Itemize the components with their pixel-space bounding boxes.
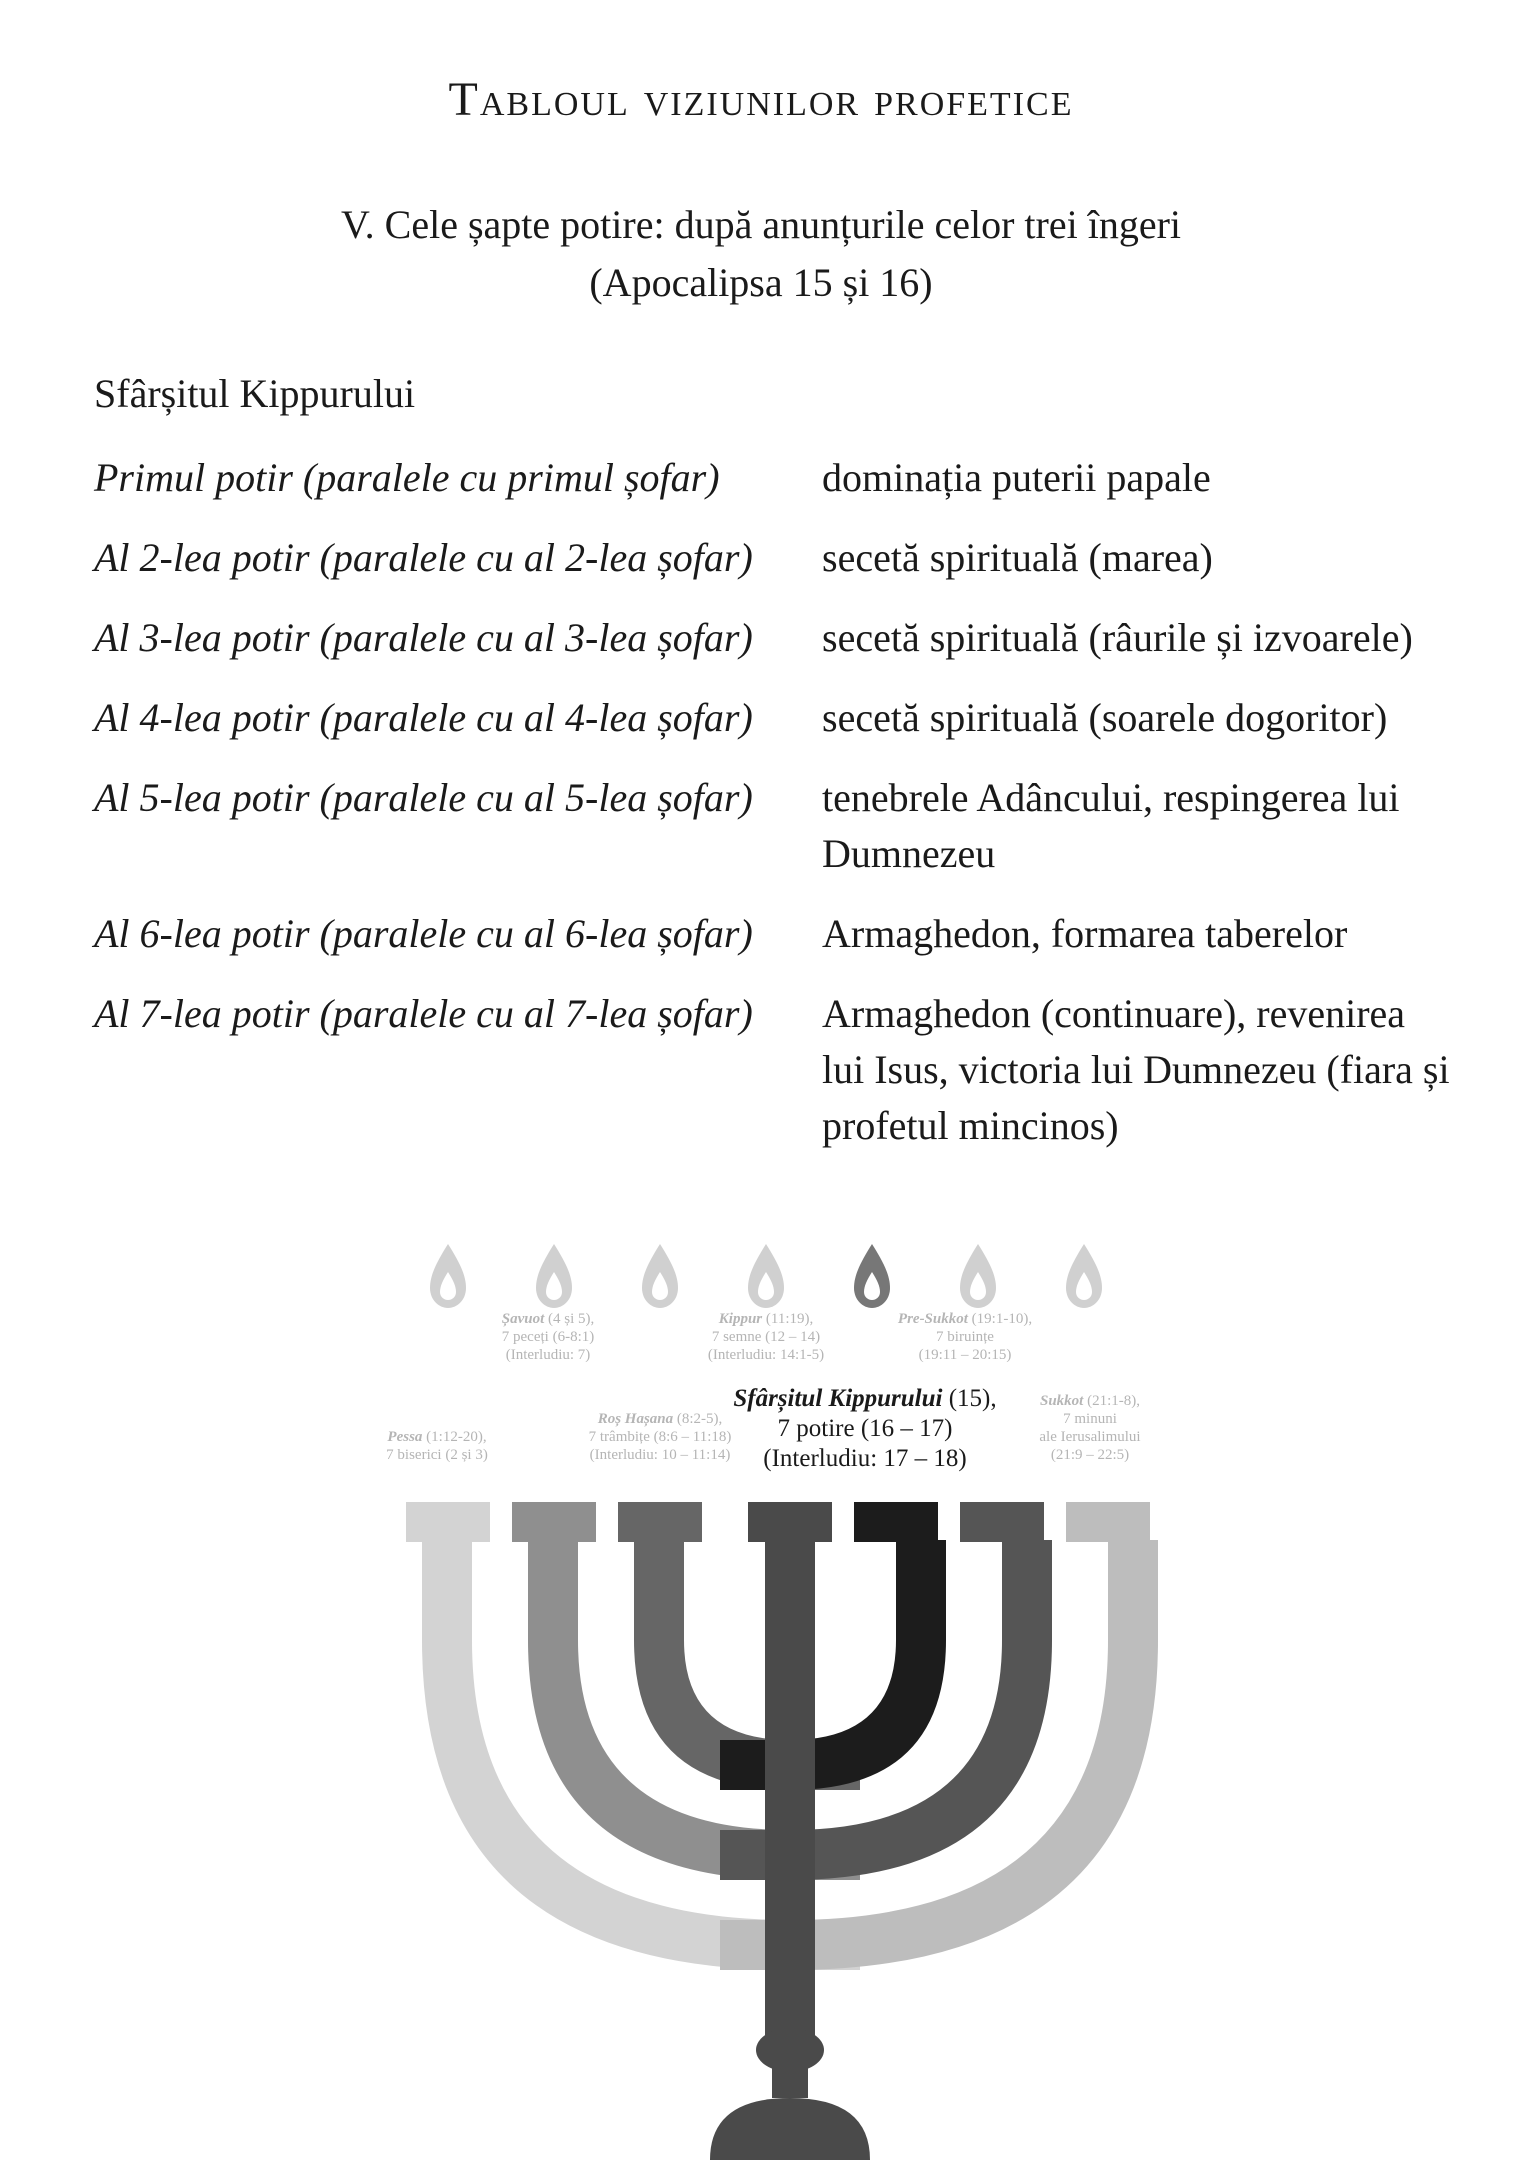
label-name: Pessa [387,1429,423,1445]
bowl-name: Al 2-lea potir (paralele cu al 2-lea șofar) [94,535,753,580]
bowl-meaning: Armaghedon, formarea taberelor [822,911,1348,956]
bowl-meaning: secetă spirituală (râurile și izvoarele) [822,615,1413,660]
menorah-cup-5 [854,1502,938,1542]
label-pessa: Pessa (1:12-20), 7 biserici (2 și 3) [386,1429,488,1463]
menorah-cup-3 [618,1502,702,1542]
subtitle-line-1: V. Cele șapte potire: după anunțurile celor trei îngeri [340,202,1182,247]
label-sfarsitul-kippurului: Sfârșitul Kippurului (15), 7 potire (16 – 17) (Interludiu: 17 – 18) [733,1385,997,1472]
label-name: Sukkot [1039,1393,1084,1409]
page-title: Tabloul viziunilor profetice [448,73,1074,126]
page-subtitle [0,196,1522,312]
bowl-meaning: secetă spirituală (marea) [822,535,1213,580]
menorah-cup-4 [748,1502,832,1542]
table-row [94,450,1474,506]
table-row [94,610,1474,666]
flame-icon [1066,1244,1102,1308]
table-row [94,530,1474,586]
bowl-meaning: Armaghedon (continuare), revenirea lui Isus, victoria lui Dumnezeu (fiara și profetul mincinos) [822,991,1450,1148]
bowl-name: Al 4-lea potir (paralele cu al 4-lea șofar) [94,695,753,740]
label-sukkot: Sukkot (21:1-8), 7 minuni ale Ierusalimului (21:9 – 22:5) [1039,1393,1141,1463]
label-savuot: Șavuot (4 și 5), 7 peceți (6-8:1) (Interludiu: 7) [501,1311,595,1363]
flame-icon [642,1244,678,1308]
label-name: Șavuot [501,1311,545,1327]
menorah-cup-1 [406,1502,490,1542]
menorah-cup-7 [1066,1502,1150,1542]
menorah-stem [765,1540,815,2060]
label-name: Kippur [718,1311,763,1327]
table-row [94,986,1474,1154]
menorah-cup-6 [960,1502,1044,1542]
bowl-meaning: tenebrele Adâncului, respingerea lui Dumnezeu [822,775,1400,876]
flame-icon [748,1244,784,1308]
label-pre-sukkot: Pre-Sukkot (19:1-10), 7 biruințe (19:11 – 20:15) [897,1311,1033,1363]
label-name: Sfârșitul Kippurului [733,1385,943,1412]
bowl-name: Al 3-lea potir (paralele cu al 3-lea șofar) [94,615,753,660]
table-row [94,770,1474,882]
subtitle-line-2: (Apocalipsa 15 și 16) [589,260,933,305]
section-label: Sfârșitul Kippurului [94,371,416,416]
flame-icon [960,1244,996,1308]
bowl-meaning: dominația puterii papale [822,455,1211,500]
bowl-name: Al 6-lea potir (paralele cu al 6-lea șofar) [94,911,753,956]
label-name: Roș Hașana [597,1411,674,1427]
menorah-arm-5 [720,1540,946,1790]
flame-icon [854,1244,890,1308]
bowl-name: Primul potir (paralele cu primul șofar) [94,455,720,500]
flame-icon [430,1244,466,1308]
menorah-knob [756,2028,824,2072]
bowl-meaning: secetă spirituală (soarele dogoritor) [822,695,1388,740]
menorah-base [710,2098,870,2160]
menorah-diagram [380,1220,1200,2160]
flame-icon [536,1244,572,1308]
menorah-neck [772,2068,808,2098]
menorah-cup-2 [512,1502,596,1542]
label-kippur: Kippur (11:19), 7 semne (12 – 14) (Interludiu: 14:1-5) [707,1311,825,1363]
bowl-name: Al 7-lea potir (paralele cu al 7-lea șofar) [94,991,753,1036]
table-row [94,690,1474,746]
label-name: Pre-Sukkot [897,1311,968,1327]
table-row [94,906,1474,962]
bowl-name: Al 5-lea potir (paralele cu al 5-lea șofar) [94,775,753,820]
label-ros-hasana: Roș Hașana (8:2-5), 7 trâmbițe (8:6 – 11:18) (Interludiu: 10 – 11:14) [588,1411,732,1463]
bowls-table [94,450,1474,1178]
